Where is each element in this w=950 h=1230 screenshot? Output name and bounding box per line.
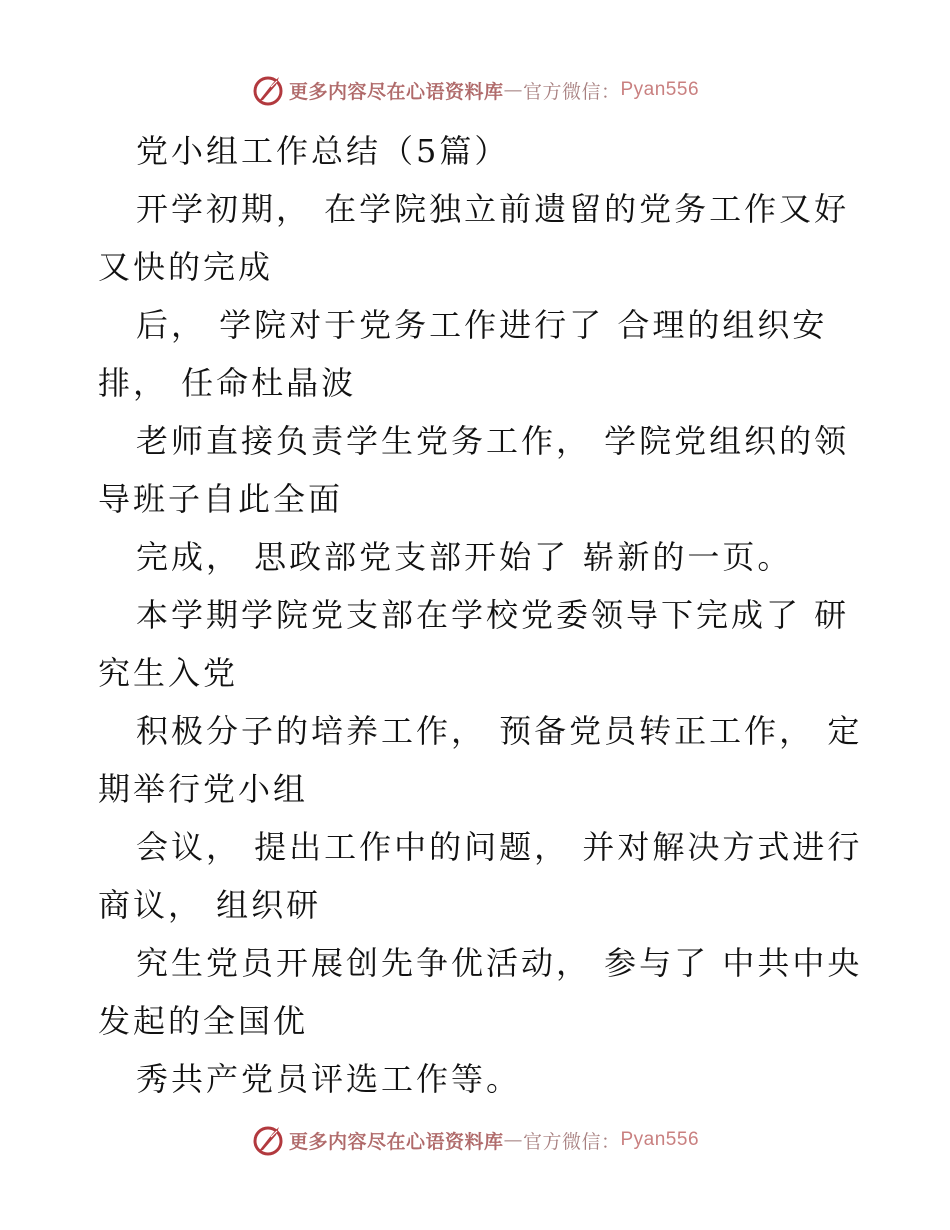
quill-logo-icon — [251, 1123, 285, 1157]
text-line: 发起的全国优 — [98, 1002, 309, 1040]
watermark-wechat-label: 官方微信： — [522, 1130, 621, 1153]
footer-watermark — [0, 1118, 950, 1162]
text-line: 开学初期， 在学院独立前遗留的党务工作又好 — [136, 190, 850, 228]
text-line: 完成， 思政部党支部开始了 崭新的一页。 — [136, 538, 793, 576]
text-line: 秀共产党员评选工作等。 — [136, 1060, 522, 1098]
document-title: 党小组工作总结（5篇） — [136, 132, 510, 170]
text-line: 积极分子的培养工作， 预备党员转正工作， 定 — [136, 712, 863, 750]
watermark-dash: — — [503, 1129, 523, 1151]
text-line: 究生入党 — [98, 654, 239, 692]
watermark-wechat-id: Pyan556 — [620, 79, 700, 100]
text-line: 究生党员开展创先争优活动， 参与了 中共中央 — [136, 944, 863, 982]
watermark-dash: — — [503, 79, 523, 101]
text-line: 老师直接负责学生党务工作， 学院党组织的领 — [136, 422, 850, 460]
text-line: 后， 学院对于党务工作进行了 合理的组织安 — [136, 306, 828, 344]
text-line: 本学期学院党支部在学校党委领导下完成了 研 — [136, 596, 850, 634]
watermark-wechat-id: Pyan556 — [620, 1129, 700, 1150]
text-line: 又快的完成 — [98, 248, 274, 286]
watermark-slogan: 更多内容尽在心语资料库 — [288, 1130, 504, 1153]
watermark-wechat-label: 官方微信： — [522, 80, 621, 103]
text-line: 期举行党小组 — [98, 770, 309, 808]
quill-logo-icon — [251, 73, 285, 107]
text-line: 商议， 组织研 — [98, 886, 322, 924]
text-line: 排， 任命杜晶波 — [98, 364, 357, 402]
header-watermark — [0, 68, 950, 112]
document-body — [98, 122, 868, 1108]
watermark-slogan: 更多内容尽在心语资料库 — [288, 80, 504, 103]
text-line: 导班子自此全面 — [98, 480, 344, 518]
text-line: 会议， 提出工作中的问题， 并对解决方式进行 — [136, 828, 863, 866]
